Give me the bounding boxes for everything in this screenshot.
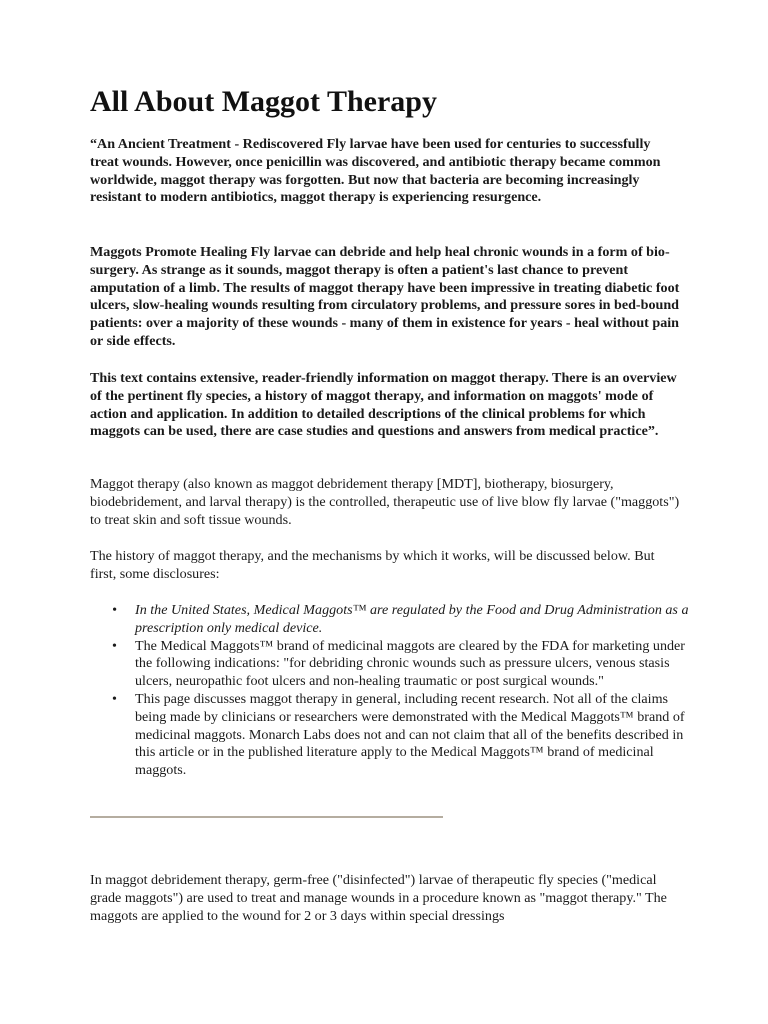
page-title: All About Maggot Therapy	[90, 85, 437, 118]
list-item: • The Medical Maggots™ brand of medicinal maggots are cleared by the FDA for marketing under the following indications: "for debriding chronic wounds such as pressure ulcers, venous stasis ulcers, neuropathic foot ulcers and non-healing traumatic or post surgical wounds."	[90, 638, 690, 691]
healing-paragraph: Maggots Promote Healing Fly larvae can debride and help heal chronic wounds in a form of bio-surgery. As strange as it sounds, maggot therapy is often a patient's last chance to prevent amputation of a limb. The results of maggot therapy have been impressive in treating diabetic foot ulcers, slow-healing wounds resulting from circulatory problems, and pressure sores in bed-bound patients: over a majority of these wounds - many of them in existence for years - heal without pain or side effects.	[90, 244, 680, 349]
debridement-paragraph: In maggot debridement therapy, germ-free ("disinfected") larvae of therapeutic fly species ("medical grade maggots") are used to treat and manage wounds in a procedure known as "maggot therapy." The maggots are applied to the wound for 2 or 3 days within special dressings	[90, 872, 667, 924]
disclosures-list	[90, 602, 690, 780]
list-item: • This page discusses maggot therapy in general, including recent research. Not all of the claims being made by clinicians or researchers were demonstrated with the Medical Maggots™ brand of medicinal maggots. Monarch Labs does not and can not claim that all of the benefits described in this article or in the published literature apply to the Medical Maggots™ brand of medicinal maggots.	[90, 691, 690, 780]
definition-paragraph: Maggot therapy (also known as maggot debridement therapy [MDT], biotherapy, biosurgery, biodebridement, and larval therapy) is the controlled, therapeutic use of live blow fly larvae ("maggots") to treat skin and soft tissue wounds.	[90, 476, 680, 528]
list-item: • In the United States, Medical Maggots™ are regulated by the Food and Drug Administration as a prescription only medical device.	[90, 602, 690, 638]
horizontal-divider	[90, 816, 443, 818]
intro-quote-paragraph: “An Ancient Treatment - Rediscovered Fly larvae have been used for centuries to successfully treat wounds. However, once penicillin was discovered, and antibiotic therapy became common worldwide, maggot therapy was forgotten. But now that bacteria are becoming increasingly resistant to modern antibiotics, maggot therapy is experiencing resurgence.	[90, 136, 661, 206]
disclosures-intro-paragraph: The history of maggot therapy, and the mechanisms by which it works, will be discussed below. But first, some disclosures:	[90, 548, 655, 582]
book-overview-paragraph: This text contains extensive, reader-friendly information on maggot therapy. There is an overview of the pertinent fly species, a history of maggot therapy, and information on maggots' mode of action and application. In addition to detailed descriptions of the clinical problems for which maggots can be used, there are case studies and questions and answers from medical practice”.	[90, 370, 677, 440]
